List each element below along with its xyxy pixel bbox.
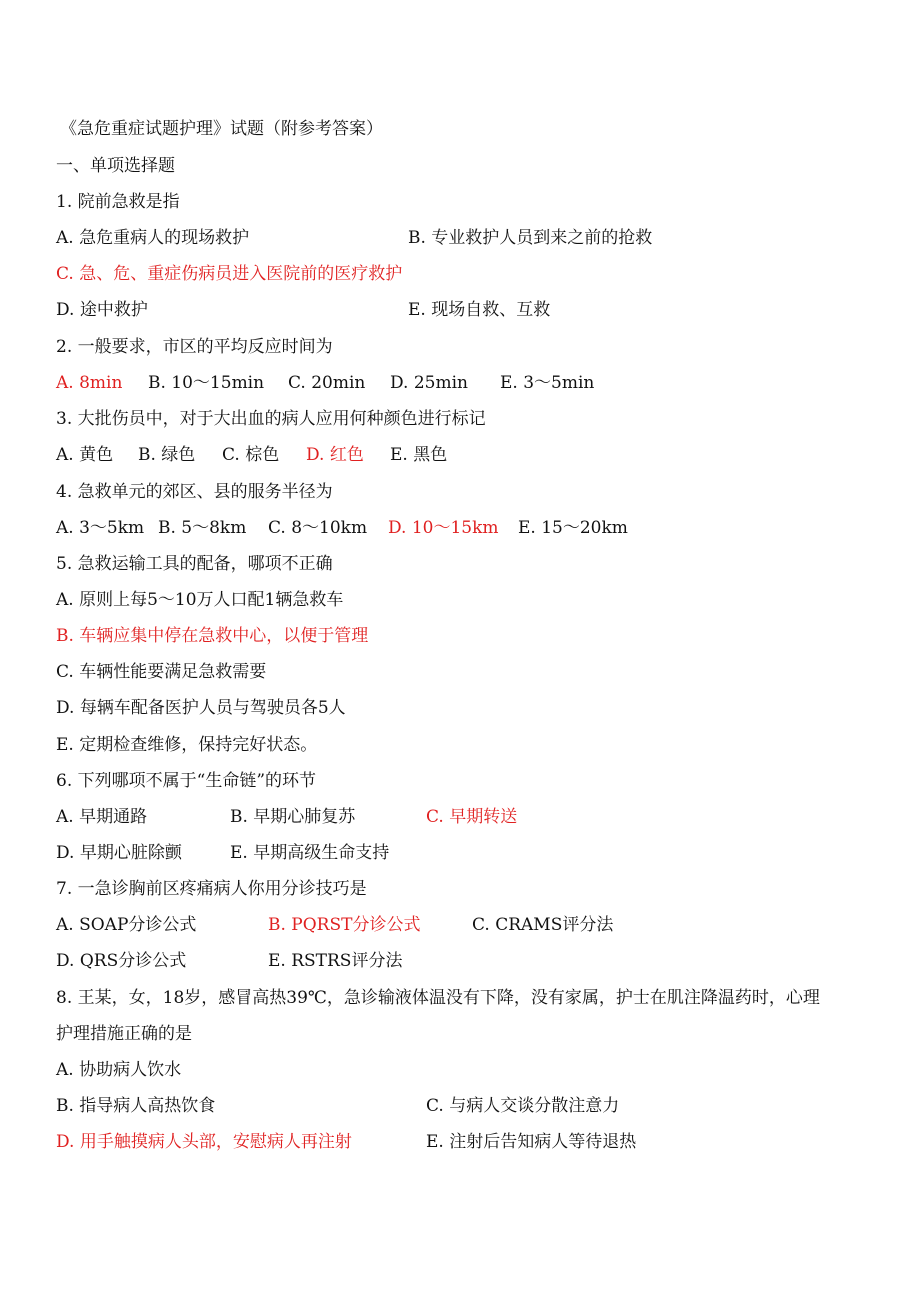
question-7-option-e: E. RSTRS评分法 — [268, 951, 403, 971]
question-7-stem: 7. 一急诊胸前区疼痛病人你用分诊技巧是 — [56, 879, 367, 899]
question-8-option-c: C. 与病人交谈分散注意力 — [426, 1096, 620, 1116]
question-2-option-e: E. 3～5min — [500, 373, 595, 393]
question-4-stem: 4. 急救单元的郊区、县的服务半径为 — [56, 482, 333, 502]
question-4-option-b: B. 5～8km — [158, 518, 247, 538]
question-8-option-b: B. 指导病人高热饮食 — [56, 1096, 216, 1116]
question-6-option-c-answer: C. 早期转送 — [426, 807, 518, 827]
question-8-stem-line-1: 8. 王某，女，18岁，感冒高热39℃，急诊输液体温没有下降，没有家属，护士在肌注降温药时，心理 — [56, 988, 820, 1008]
question-6-option-b: B. 早期心肺复苏 — [230, 807, 356, 827]
question-4-option-c: C. 8～10km — [268, 518, 368, 538]
question-2-option-b: B. 10～15min — [148, 373, 265, 393]
question-6-stem: 6. 下列哪项不属于“生命链”的环节 — [56, 771, 317, 791]
question-7-option-a: A. SOAP分诊公式 — [56, 915, 197, 935]
section-heading: 一、单项选择题 — [56, 156, 175, 176]
question-5-option-c: C. 车辆性能要满足急救需要 — [56, 662, 267, 682]
question-8-option-d-answer: D. 用手触摸病人头部，安慰病人再注射 — [56, 1132, 352, 1152]
question-6-option-d: D. 早期心脏除颤 — [56, 843, 182, 863]
document-title: 《急危重症试题护理》试题（附参考答案） — [60, 119, 383, 139]
question-3-option-c: C. 棕色 — [222, 445, 280, 465]
question-6-option-a: A. 早期通路 — [56, 807, 148, 827]
question-5-option-d: D. 每辆车配备医护人员与驾驶员各5人 — [56, 698, 346, 718]
question-2-option-c: C. 20min — [288, 373, 366, 393]
question-2-option-a-answer: A. 8min — [56, 373, 123, 393]
question-1-option-a: A. 急危重病人的现场救护 — [56, 228, 250, 248]
question-1-option-c-answer: C. 急、危、重症伤病员进入医院前的医疗救护 — [56, 264, 403, 284]
question-1-stem: 1. 院前急救是指 — [56, 192, 180, 212]
question-3-option-b: B. 绿色 — [138, 445, 196, 465]
question-3-option-e: E. 黑色 — [390, 445, 448, 465]
question-4-option-e: E. 15～20km — [518, 518, 628, 538]
question-2-stem: 2. 一般要求，市区的平均反应时间为 — [56, 337, 333, 357]
question-1-option-d: D. 途中救护 — [56, 300, 148, 320]
question-5-stem: 5. 急救运输工具的配备，哪项不正确 — [56, 554, 333, 574]
question-4-option-d-answer: D. 10～15km — [388, 518, 499, 538]
question-3-option-a: A. 黄色 — [56, 445, 114, 465]
question-8-option-a: A. 协助病人饮水 — [56, 1060, 182, 1080]
question-8-stem-line-2: 护理措施正确的是 — [56, 1024, 192, 1044]
question-3-option-d-answer: D. 红色 — [306, 445, 364, 465]
question-2-option-d: D. 25min — [390, 373, 468, 393]
question-6-option-e: E. 早期高级生命支持 — [230, 843, 390, 863]
question-1-option-e: E. 现场自救、互救 — [408, 300, 551, 320]
question-7-option-d: D. QRS分诊公式 — [56, 951, 187, 971]
question-5-option-a: A. 原则上每5～10万人口配1辆急救车 — [56, 590, 344, 610]
question-5-option-e: E. 定期检查维修，保持完好状态。 — [56, 735, 318, 755]
question-4-option-a: A. 3～5km — [56, 518, 145, 538]
question-7-option-b-answer: B. PQRST分诊公式 — [268, 915, 421, 935]
question-1-option-b: B. 专业救护人员到来之前的抢救 — [408, 228, 653, 248]
question-7-option-c: C. CRAMS评分法 — [472, 915, 614, 935]
question-8-option-e: E. 注射后告知病人等待退热 — [426, 1132, 637, 1152]
question-3-stem: 3. 大批伤员中，对于大出血的病人应用何种颜色进行标记 — [56, 409, 486, 429]
question-5-option-b-answer: B. 车辆应集中停在急救中心，以便于管理 — [56, 626, 369, 646]
